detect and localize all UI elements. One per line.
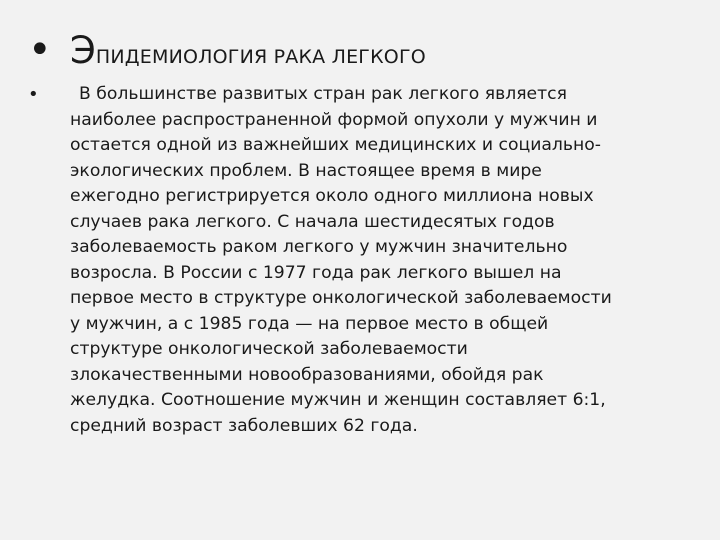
slide-title bbox=[70, 23, 426, 86]
title-rest: ПИДЕМИОЛОГИЯ РАКА ЛЕГКОГО bbox=[95, 46, 426, 68]
title-bullet: • bbox=[28, 27, 52, 73]
body-bullet: • bbox=[28, 84, 39, 105]
body-paragraph: В большинстве развитых стран рак легкого является наиболее распространенной формой опухоли у мужчин и остается одной из важнейших медицинских и социально- экологических проблем. В настоящее время в мире ежегодно регистрируется около одного миллиона новых случаев рака легкого. С начала шестидесятых годов заболеваемость раком легкого у мужчин значительно возросла. В России с 1977 года рак легкого вышел на первое место в структуре онкологической заболеваемости у мужчин, а с 1985 года — на первое место в общей структуре онкологической заболеваемости злокачественными новообразованиями, обойдя рак желудка. Соотношение мужчин и женщин составляет 6:1, средний возраст заболевших 62 года. bbox=[70, 84, 612, 436]
title-row bbox=[28, 22, 426, 78]
title-initial-letter: Э bbox=[70, 29, 96, 72]
body-bullet-item bbox=[28, 82, 688, 439]
